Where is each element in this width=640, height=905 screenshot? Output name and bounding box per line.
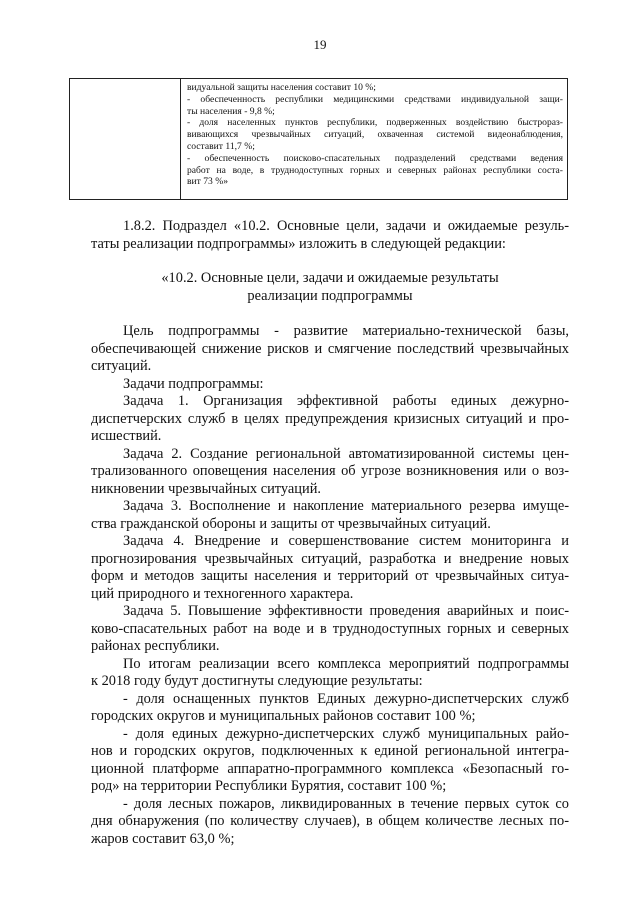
text-line: - доля лесных пожаров, ликвидированных в течение первых суток со xyxy=(123,795,569,812)
text-line: никновении чрезвычайных ситуаций. xyxy=(91,480,322,497)
text-line: жаров составит 63,0 %; xyxy=(91,830,235,847)
table-cell-left xyxy=(70,79,181,200)
text-line: ционной платформе аппаратно-программного комплекса «Безопасный го- xyxy=(91,760,569,777)
text-line: трализованного оповещения населения об угрозе возникновения или о воз- xyxy=(91,463,569,479)
text-line: - доля единых дежурно-диспетчерских служб муниципальных райо- xyxy=(123,725,569,742)
table-line: - доля населенных пунктов республики, подверженных воздействию быстрораз- xyxy=(187,117,563,129)
text-line: Задача 2. Создание региональной автоматизированной системы цен- xyxy=(123,445,569,462)
text-line: - доля оснащенных пунктов Единых дежурно-диспетчерских служб xyxy=(123,690,569,707)
table-row xyxy=(70,79,568,200)
amendment-intro xyxy=(91,218,569,253)
text-line: прогнозирования чрезвычайных ситуаций, разработка и внедрение новых xyxy=(91,550,569,567)
text-line: Цель подпрограммы - развитие материально-технической базы, xyxy=(123,323,569,339)
table-line: ты населения - 9,8 %; xyxy=(187,105,275,117)
table-line: - обеспеченность поисково-спасательных подразделений средствами ведения xyxy=(187,152,563,164)
table-line: вивающихся чрезвычайных ситуаций, охваченная системой видеонаблюдения, xyxy=(187,129,563,141)
text-line: По итогам реализации всего комплекса мероприятий подпрограммы xyxy=(123,655,569,672)
text-line: 1.8.2. Подраздел «10.2. Основные цели, задачи и ожидаемые резуль- xyxy=(123,218,569,234)
text-line: ства гражданской обороны и защиты от чрезвычайных ситуаций. xyxy=(91,515,491,532)
heading-line: «10.2. Основные цели, задачи и ожидаемые результаты xyxy=(161,270,499,286)
text-line: ситуаций. xyxy=(91,358,152,374)
text-line: Задачи подпрограммы: xyxy=(123,375,264,392)
table-line: работ на воде, в труднодоступных горных и северных районах республики соста- xyxy=(187,164,563,176)
text-line: городских округов и муниципальных районов составит 100 %; xyxy=(91,708,476,724)
text-line: форм и методов защиты населения и территорий от чрезвычайных ситуа- xyxy=(91,568,569,584)
text-line: Задача 1. Организация эффективной работы единых дежурно- xyxy=(123,393,569,409)
text-line: ково-спасательных работ на воде и в труднодоступных горных и северных xyxy=(91,620,569,637)
text-line: Задача 5. Повышение эффективности проведения аварийных и поис- xyxy=(123,603,569,619)
text-line: нов и городских округов, подключенных к единой региональной интегра- xyxy=(91,743,569,759)
section-heading xyxy=(91,270,569,305)
text-line: Задача 4. Внедрение и совершенствование систем мониторинга и xyxy=(123,533,569,549)
table-line: составит 11,7 %; xyxy=(187,140,255,152)
text-line: род» на территории Республики Бурятия, составит 100 %; xyxy=(91,778,447,794)
table-line: видуальной защиты населения составит 10 %; xyxy=(187,82,376,93)
heading-line: реализации подпрограммы xyxy=(247,287,413,304)
continuation-table xyxy=(69,78,568,200)
text-line: диспетчерских служб в целях предупреждения кризисных ситуаций и про- xyxy=(91,410,569,427)
text-line: обеспечивающей снижение рисков и смягчение последствий чрезвычайных xyxy=(91,340,569,357)
section-body xyxy=(91,323,569,848)
text-line: исшествий. xyxy=(91,428,162,444)
table-line: - обеспеченность республики медицинскими средствами индивидуальной защи- xyxy=(187,93,563,105)
page-number: 19 xyxy=(313,37,327,52)
text-line: ций природного и техногенного характера. xyxy=(91,585,354,602)
table-line: вит 73 %» xyxy=(187,176,229,188)
text-line: районах республики. xyxy=(91,638,220,654)
text-line: дня обнаружения (по количеству случаев), в общем количестве лесных по- xyxy=(91,813,569,829)
text-line: к 2018 году будут достигнуты следующие результаты: xyxy=(91,673,423,689)
text-line: таты реализации подпрограммы» изложить в следующей редакции: xyxy=(91,235,506,252)
table-cell-right xyxy=(181,79,568,200)
text-line: Задача 3. Восполнение и накопление материального резерва имуще- xyxy=(123,498,569,514)
